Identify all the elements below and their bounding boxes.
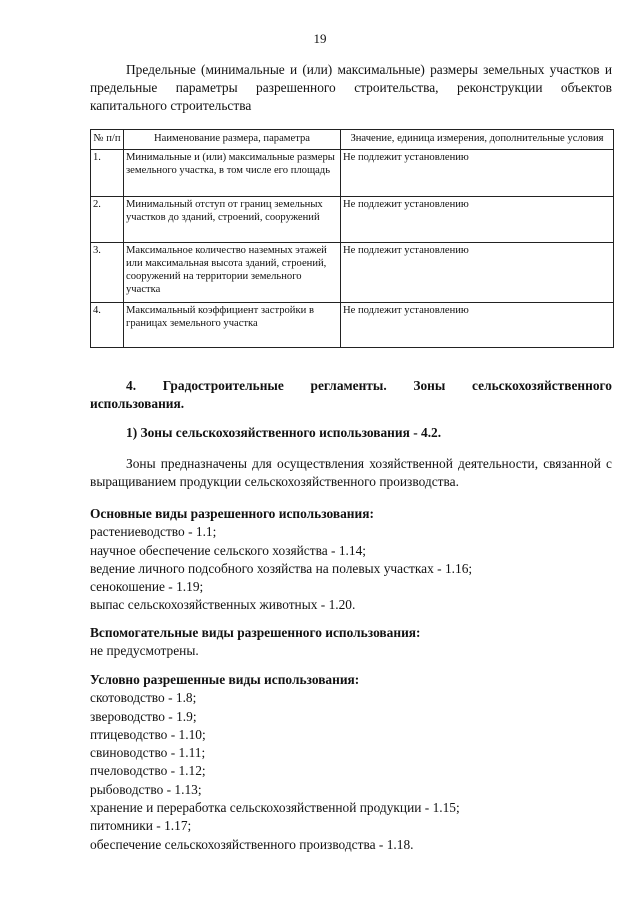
header-number: № п/п [91, 130, 124, 150]
table-row [91, 197, 614, 243]
table-row [91, 303, 614, 348]
table-row [91, 150, 614, 197]
row-value: Не подлежит установлению [341, 243, 614, 303]
row-name: Минимальные и (или) максимальные размеры земельного участка, в том числе его площадь [124, 150, 341, 197]
list-item: свиноводство - 1.11; [90, 745, 206, 761]
conditional-uses-heading: Условно разрешенные виды использования: [90, 672, 360, 687]
list-item: питомники - 1.17; [90, 818, 192, 834]
page-number: 19 [313, 31, 327, 46]
row-value: Не подлежит установлению [341, 303, 614, 348]
main-uses-heading: Основные виды разрешенного использования: [90, 506, 374, 521]
list-item: скотоводство - 1.8; [90, 690, 197, 706]
list-item: ведение личного подсобного хозяйства на полевых участках - 1.16; [90, 560, 473, 576]
row-number: 1. [91, 150, 124, 197]
list-item: научное обеспечение сельского хозяйства - 1.14; [90, 542, 366, 558]
aux-uses-block [90, 624, 620, 661]
row-number: 2. [91, 197, 124, 243]
row-name: Максимальный коэффициент застройки в границах земельного участка [124, 303, 341, 348]
row-value: Не подлежит установлению [341, 150, 614, 197]
row-number: 4. [91, 303, 124, 348]
list-item: обеспечение сельскохозяйственного производства - 1.18. [90, 836, 414, 852]
intro-paragraph: Предельные (минимальные и (или) максимальные) размеры земельных участков и предельные параметры разрешенного строительства, реконструкции объектов капитального строительства [90, 62, 612, 113]
row-name: Минимальный отступ от границ земельных участков до зданий, строений, сооружений [124, 197, 341, 243]
parameters-table [90, 129, 614, 348]
row-number: 3. [91, 243, 124, 303]
list-item: хранение и переработка сельскохозяйственной продукции - 1.15; [90, 800, 460, 816]
list-item: сенокошение - 1.19; [90, 579, 204, 595]
header-value: Значение, единица измерения, дополнительные условия [341, 130, 614, 150]
subsection-heading: 1) Зоны сельскохозяйственного использования - 4.2. [126, 425, 442, 440]
list-item: птицеводство - 1.10; [90, 726, 206, 742]
list-item: выпас сельскохозяйственных животных - 1.20. [90, 597, 356, 613]
list-item: растениеводство - 1.1; [90, 524, 217, 540]
table-row [91, 243, 614, 303]
list-item: не предусмотрены. [90, 643, 199, 659]
list-item: звероводство - 1.9; [90, 708, 197, 724]
section-heading: 4. Градостроительные регламенты. Зоны сельскохозяйственного использования. [90, 378, 612, 411]
row-value: Не подлежит установлению [341, 197, 614, 243]
zone-description: Зоны предназначены для осуществления хозяйственной деятельности, связанной с выращиванием продукции сельскохозяйственного производства. [90, 456, 612, 489]
row-name: Максимальное количество наземных этажей или максимальная высота зданий, строений, сооружений на территории земельного участка [124, 243, 341, 303]
conditional-uses-block [90, 671, 620, 854]
header-name: Наименование размера, параметра [124, 130, 341, 150]
main-uses-block [90, 505, 620, 615]
list-item: пчеловодство - 1.12; [90, 763, 206, 779]
aux-uses-heading: Вспомогательные виды разрешенного использования: [90, 625, 421, 640]
list-item: рыбоводство - 1.13; [90, 781, 202, 797]
table-header-row [91, 130, 614, 150]
